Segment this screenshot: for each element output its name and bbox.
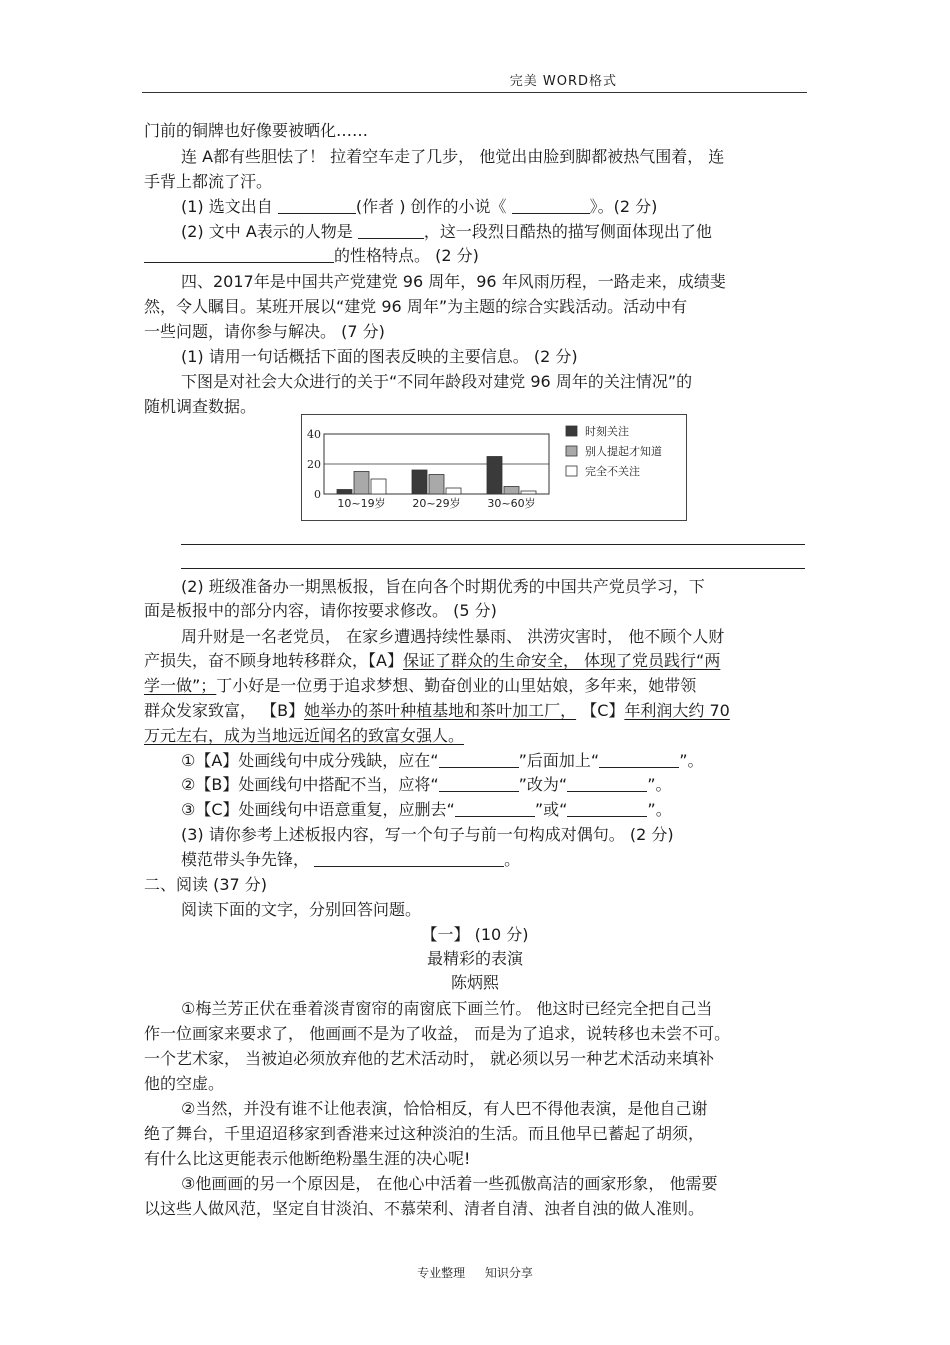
- y-tick-label: 20: [307, 458, 321, 471]
- bar: [504, 487, 519, 495]
- answer-blank[interactable]: [278, 197, 356, 214]
- bar: [446, 488, 461, 494]
- text-line: 阅读下面的文字，分别回答问题。: [181, 900, 422, 919]
- x-tick-label: 10~19岁: [337, 497, 386, 510]
- text-line: 下图是对社会大众进行的关于“不同年龄段对建党 96 周年的关注情况”的: [181, 372, 693, 391]
- answer-blank[interactable]: [512, 197, 590, 214]
- board-text-line: 产损失，奋不顾身地转移群众，【A】保证了群众的生命安全， 体现了党员践行“两: [144, 651, 721, 670]
- board-text-line: [144, 725, 464, 747]
- footer-left: 专业整理: [417, 1266, 466, 1280]
- bar: [429, 475, 444, 495]
- text-line: 四、2017年是中国共产党建党 96 周年，96 年风雨历程，一路走来，成绩斐: [181, 272, 726, 291]
- question-3-answer: 模范带头争先锋， 。: [181, 850, 521, 869]
- text-line: 以这些人做风范，坚定自甘淡泊、不慕荣利、清者自清、浊者自浊的做人准则。: [144, 1199, 705, 1218]
- page-footer: [0, 1264, 950, 1281]
- survey-bar-chart: [301, 414, 687, 521]
- underlined-sentence-a: 保证了群众的生命安全， 体现了党员践行“两: [402, 651, 721, 670]
- footer-right: 知识分享: [484, 1266, 533, 1280]
- x-tick-label: 20~29岁: [412, 497, 461, 510]
- answer-blank[interactable]: [599, 751, 679, 768]
- underlined-sentence-a: 学一做”；: [144, 676, 217, 695]
- answer-blank[interactable]: [567, 800, 647, 817]
- question-2-a: ①【A】处画线句中成分残缺，应在“ ”后面加上“ ”。: [181, 751, 704, 770]
- y-tick-label: 0: [314, 488, 321, 501]
- answer-line[interactable]: [181, 568, 805, 569]
- answer-blank[interactable]: [439, 751, 519, 768]
- text-line: 门前的铜牌也好像要被晒化……: [144, 121, 369, 140]
- underlined-sentence-b: 她举办的茶叶种植基地和茶叶加工厂，: [304, 701, 577, 720]
- text-line: 然，令人瞩目。某班开展以“建党 96 周年”为主题的综合实践活动。活动中有: [144, 297, 688, 316]
- board-text-line: 群众发家致富， 【B】她举办的茶叶种植基地和茶叶加工厂， 【C】年利润大约 70: [144, 701, 730, 720]
- text-line: 手背上都流了汗。: [144, 172, 273, 191]
- text-line: 有什么比这更能表示他断绝粉墨生涯的决心呢!: [144, 1149, 471, 1168]
- answer-blank[interactable]: [439, 775, 519, 792]
- board-text-line: 学一做”；丁小好是一位勇于追求梦想、勤奋创业的山里姑娘，多年来，她带领: [144, 676, 697, 695]
- answer-blank[interactable]: [144, 246, 334, 263]
- answer-blank[interactable]: [314, 850, 504, 867]
- underlined-sentence-c: 年利润大约 70: [624, 701, 730, 720]
- text-line: ①梅兰芳正伏在垂着淡青窗帘的南窗底下画兰竹。 他这时已经完全把自己当: [181, 999, 713, 1018]
- answer-line[interactable]: [181, 544, 805, 545]
- text-line: 一个艺术家， 当被迫必须放弃他的艺术活动时， 就必须以另一种艺术活动来填补: [144, 1049, 715, 1068]
- legend-label: 别人提起才知道: [585, 445, 662, 458]
- question-1-2: (2) 文中 A表示的人物是 ，这一段烈日酷热的描写侧面体现出了他: [181, 222, 712, 241]
- y-tick-label: 40: [307, 428, 321, 441]
- text-line: 绝了舞台，千里迢迢移家到香港来过这种淡泊的生活。而且他早已蓄起了胡须，: [144, 1124, 705, 1143]
- bar: [521, 491, 536, 494]
- section-heading: 二、阅读 (37 分): [144, 875, 268, 894]
- article-title: 最精彩的表演: [426, 949, 523, 968]
- legend-swatch: [566, 446, 577, 456]
- legend-swatch: [566, 426, 577, 436]
- text-line: 随机调查数据。: [144, 397, 257, 416]
- article-author: 陈炳熙: [450, 973, 499, 992]
- legend-label: 时刻关注: [585, 425, 629, 438]
- chart-svg: [302, 415, 686, 520]
- answer-blank[interactable]: [358, 222, 424, 239]
- text-line: 他的空虚。: [144, 1074, 225, 1093]
- x-tick-label: 30~60岁: [487, 497, 536, 510]
- legend-swatch: [566, 466, 577, 476]
- text-line: 连 A都有些胆怯了！ 拉着空车走了几步， 他觉出由脸到脚都被热气围着， 连: [181, 147, 725, 166]
- question-1-1: (1) 选文出自 (作者 ) 创作的小说《 》。(2 分): [181, 197, 658, 216]
- text-line: 作一位画家来要求了， 他画画不是为了收益， 而是为了追求，说转移也未尝不可。: [144, 1024, 731, 1043]
- answer-blank[interactable]: [567, 775, 647, 792]
- question-2-c: ③【C】处画线句中语意重复，应删去“ ”或“ ”。: [181, 800, 672, 819]
- text-line: ②当然，并没有谁不让他表演，恰恰相反，有人巴不得他表演，是他自己谢: [181, 1099, 708, 1118]
- text-line: (1) 请用一句话概括下面的图表反映的主要信息。 (2 分): [181, 347, 578, 366]
- text-line: (2) 班级准备办一期黑板报，旨在向各个时期优秀的中国共产党员学习，下: [181, 577, 705, 596]
- text-line: 面是板报中的部分内容，请你按要求修改。 (5 分): [144, 601, 497, 620]
- question-2-b: ②【B】处画线句中搭配不当，应将“ ”改为“ ”。: [181, 775, 672, 794]
- header-text: 完美 WORD格式: [509, 74, 617, 89]
- page-header: [142, 70, 807, 93]
- underlined-sentence-c: 万元左右，成为当地远近闻名的致富女强人。: [144, 726, 465, 745]
- answer-blank[interactable]: [455, 800, 535, 817]
- text-line: 周升财是一名老党员， 在家乡遭遇持续性暴雨、 洪涝灾害时， 他不顾个人财: [181, 627, 725, 646]
- reading-section-label: 【一】 (10 分): [421, 925, 529, 944]
- bar: [354, 472, 369, 495]
- legend-label: 完全不关注: [585, 465, 640, 478]
- text-line: (3) 请你参考上述板报内容，写一个句子与前一句构成对偶句。 (2 分): [181, 825, 674, 844]
- bar: [412, 470, 427, 494]
- text-line: ③他画画的另一个原因是， 在他心中活着一些孤傲高洁的画家形象， 他需要: [181, 1174, 718, 1193]
- text-line: 一些问题，请你参与解决。 (7 分): [144, 322, 385, 341]
- bar: [487, 457, 502, 495]
- question-1-2-cont: 的性格特点。 (2 分): [144, 245, 479, 267]
- bar: [371, 479, 386, 494]
- bar: [337, 490, 352, 495]
